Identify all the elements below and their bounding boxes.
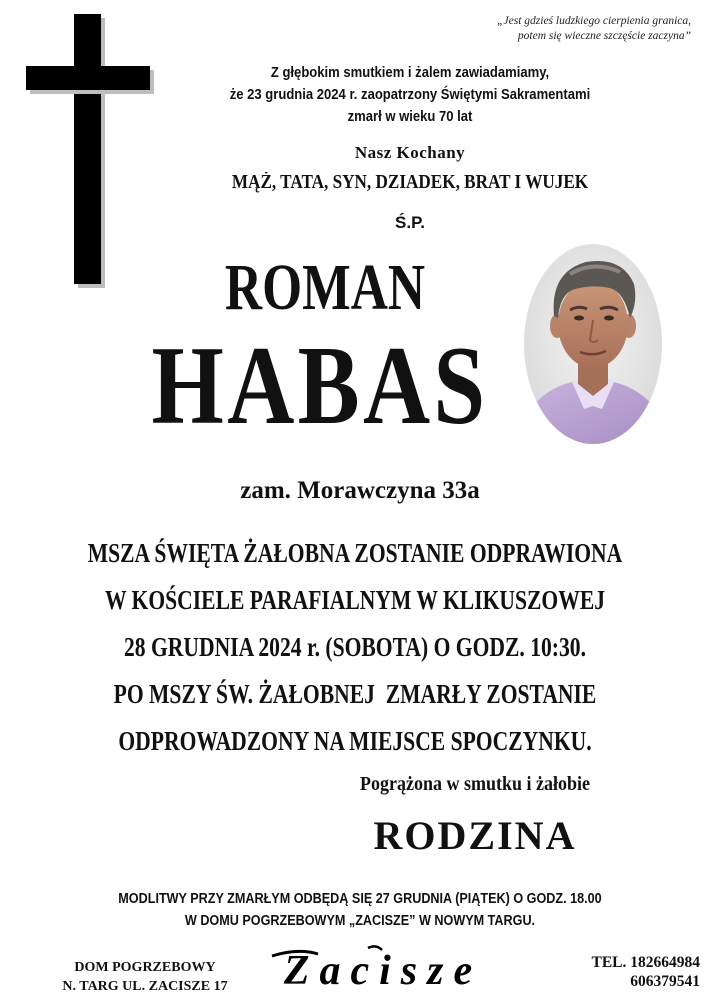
mass-line: MSZA ŚWIĘTA ŻAŁOBNA ZOSTANIE ODPRAWIONA (87, 538, 623, 568)
mass-line: PO MSZY ŚW. ŻAŁOBNEJ ZMARŁY ZOSTANIE (113, 679, 597, 709)
sp-label: Ś.P. (395, 213, 425, 232)
prayer-line: MODLITWY PRZY ZMARŁYM ODBĘDĄ SIĘ 27 GRUDNIA (PIĄTEK) O GODZ. 18.00 (118, 891, 602, 907)
intro-line: zmarł w wieku 70 lat (347, 109, 473, 125)
funeral-home-name: DOM POGRZEBOWY (74, 960, 216, 975)
funeral-mass-info (87, 530, 623, 765)
funeral-home-info (30, 958, 260, 996)
phone-line: TEL. 182664984 (591, 954, 700, 971)
portrait-photo (524, 244, 662, 444)
intro-line: że 23 grudnia 2024 r. zaopatrzony Świętymi Sakramentami (229, 87, 591, 103)
zacisze-logo (258, 942, 508, 998)
kochany-label: Nasz Kochany (354, 143, 466, 162)
mass-line: ODPROWADZONY NA MIEJSCE SPOCZYNKU. (118, 726, 592, 756)
prayer-line: W DOMU POGRZEBOWYM „ZACISZE” W NOWYM TARGU. (184, 913, 536, 929)
relations-line: MĄŻ, TATA, SYN, DZIADEK, BRAT I WUJEK (231, 172, 589, 193)
phone-line: 606379541 (630, 973, 700, 990)
deceased-last-name: HABAS (151, 324, 489, 448)
deceased-first-name: ROMAN (224, 251, 426, 324)
intro-line: Z głębokim smutkiem i żalem zawiadamiamy, (270, 65, 550, 81)
funeral-home-address: N. TARG UL. ZACISZE 17 (62, 979, 228, 994)
family-signature: RODZINA (373, 813, 577, 858)
mass-line: 28 GRUDNIA 2024 r. (SOBOTA) O GODZ. 10:30. (123, 632, 587, 662)
prayer-info (82, 888, 639, 932)
residence-address: zam. Morawczyna 33a (240, 477, 480, 504)
announcement-intro (194, 62, 626, 128)
cross-icon-arm (26, 66, 150, 90)
mourning-line: Pogrążona w smutku i żałobie (359, 773, 591, 795)
mass-line: W KOŚCIELE PARAFIALNYM W KLIKUSZOWEJ (104, 585, 606, 615)
epigraph-quote (431, 14, 691, 44)
logo-text: Zacisze (283, 948, 483, 994)
quote-line: „Jest gdzieś ludzkiego cierpienia granica, (497, 15, 691, 27)
contact-phone (520, 953, 700, 991)
quote-line: potem się wieczne szczęście zaczyna” (517, 30, 691, 42)
cross-icon (74, 14, 101, 284)
